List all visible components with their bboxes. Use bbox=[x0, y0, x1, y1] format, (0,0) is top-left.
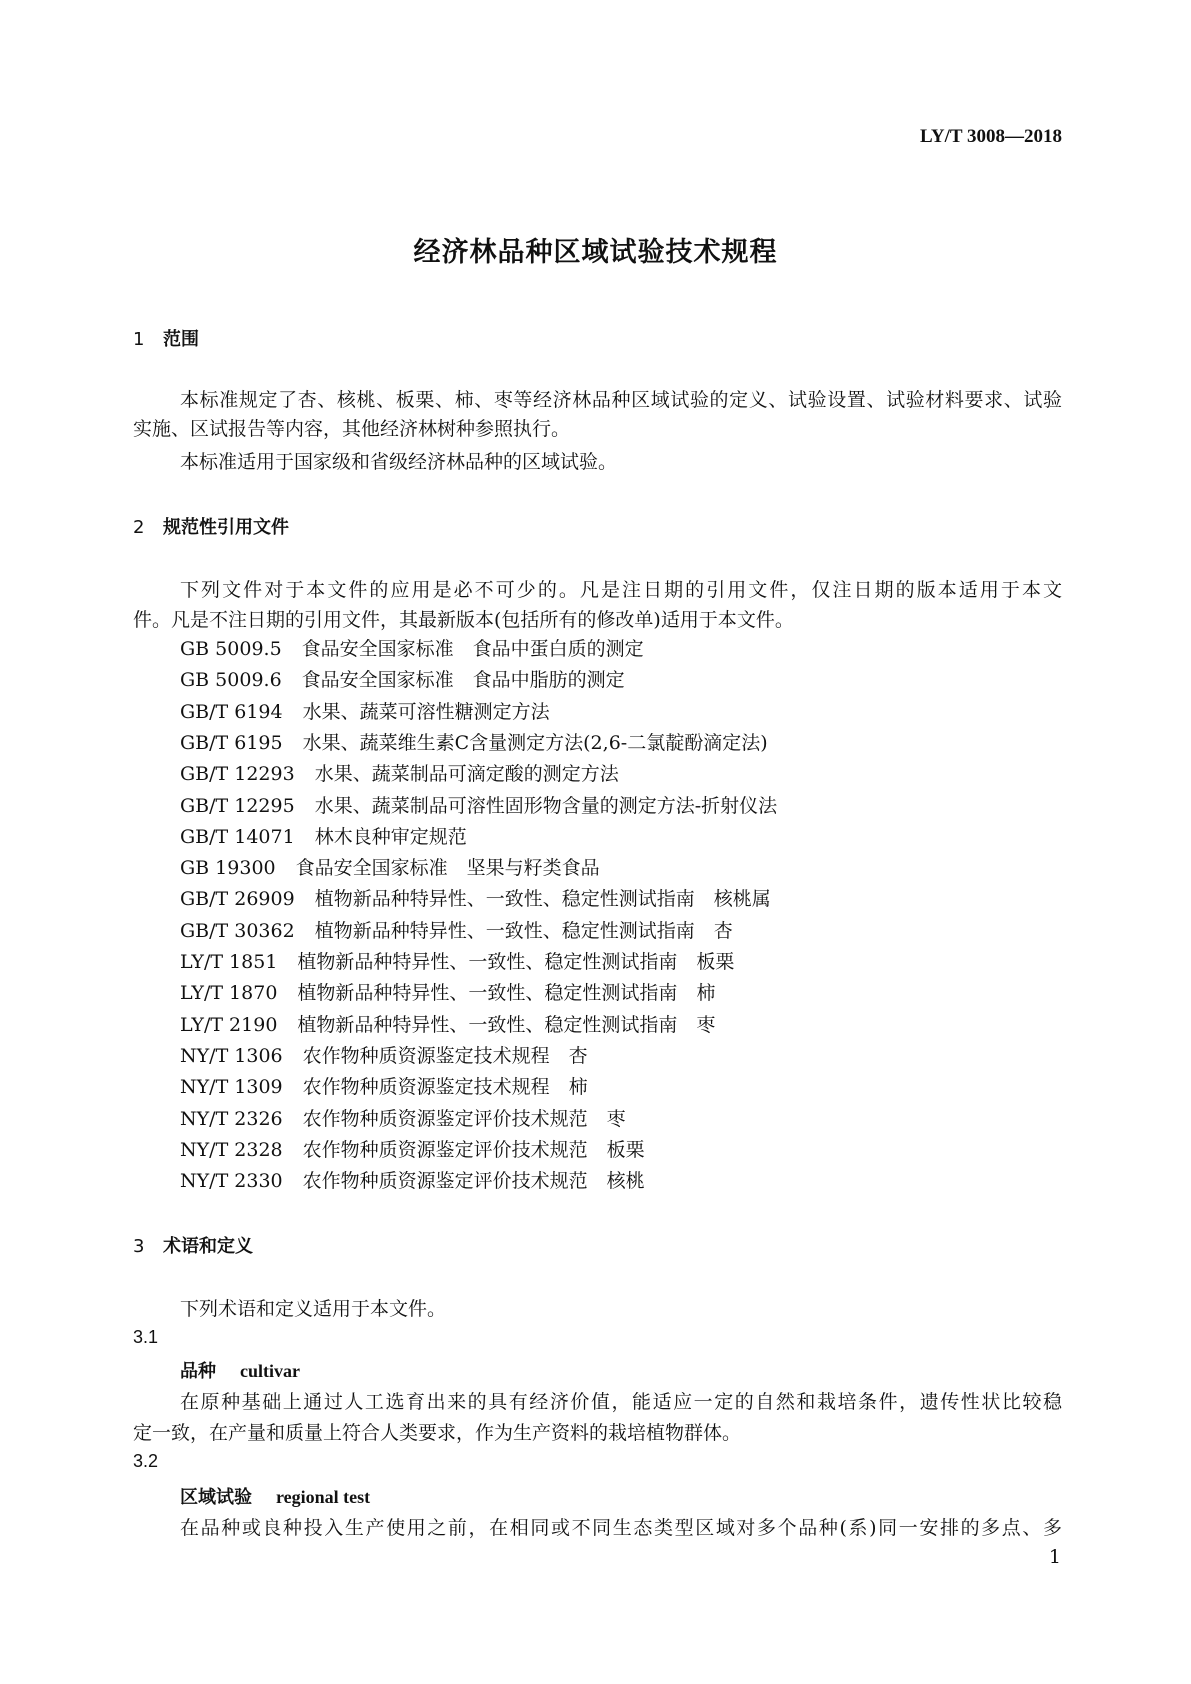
reference-code: LY/T 1870 bbox=[180, 982, 278, 1005]
reference-code: LY/T 1851 bbox=[180, 951, 278, 973]
reference-item bbox=[180, 1041, 588, 1068]
section-2-heading bbox=[133, 513, 289, 539]
paragraph-line: 下列文件对于本文件的应用是必不可少的。凡是注日期的引用文件，仅注日期的版本适用于本文 bbox=[180, 579, 1062, 601]
paragraph-line: 实施、区试报告等内容，其他经济林树种参照执行。 bbox=[133, 418, 571, 440]
reference-code: GB/T 12293 bbox=[180, 763, 295, 786]
reference-title: 水果、蔬菜制品可滴定酸的测定方法 bbox=[314, 763, 619, 786]
reference-title: 食品安全国家标准 食品中蛋白质的测定 bbox=[301, 638, 644, 660]
paragraph-line: 件。凡是不注日期的引用文件，其最新版本(包括所有的修改单)适用于本文件。 bbox=[133, 609, 794, 631]
reference-item bbox=[180, 884, 771, 911]
reference-code: NY/T 2326 bbox=[180, 1107, 283, 1130]
section-1-heading bbox=[133, 325, 199, 351]
reference-item bbox=[180, 665, 625, 692]
reference-title: 农作物种质资源鉴定技术规程 杏 bbox=[302, 1044, 588, 1067]
section-3-heading bbox=[133, 1232, 253, 1258]
section-title: 范围 bbox=[163, 329, 199, 350]
term-en: regional test bbox=[276, 1487, 371, 1507]
reference-code: GB 19300 bbox=[180, 857, 276, 880]
term-zh: 区域试验 bbox=[180, 1487, 252, 1508]
reference-title: 水果、蔬菜制品可溶性固形物含量的测定方法-折射仪法 bbox=[314, 794, 778, 817]
paragraph: 下列术语和定义适用于本文件。 bbox=[180, 1298, 447, 1320]
definition-line: 在品种或良种投入生产使用之前，在相同或不同生态类型区域对多个品种(系)同一安排的多点、多 bbox=[180, 1517, 1062, 1539]
reference-title: 林木良种审定规范 bbox=[314, 825, 467, 848]
reference-item bbox=[180, 947, 734, 974]
reference-code: GB 5009.6 bbox=[180, 669, 282, 692]
section-title: 规范性引用文件 bbox=[163, 517, 289, 538]
section-title: 术语和定义 bbox=[163, 1236, 253, 1257]
reference-code: GB/T 14071 bbox=[180, 825, 295, 848]
page-number: 1 bbox=[1048, 1546, 1061, 1568]
reference-item bbox=[180, 822, 467, 849]
reference-item bbox=[180, 853, 600, 880]
reference-item bbox=[180, 1104, 626, 1131]
definition-line: 定一致，在产量和质量上符合人类要求，作为生产资料的栽培植物群体。 bbox=[133, 1422, 742, 1444]
term-number: 3.1 bbox=[133, 1327, 159, 1347]
reference-title: 食品安全国家标准 坚果与籽类食品 bbox=[295, 857, 600, 880]
reference-code: GB/T 6194 bbox=[180, 700, 283, 723]
section-number: 3 bbox=[133, 1236, 145, 1257]
reference-code: NY/T 1309 bbox=[180, 1076, 283, 1099]
definition-line: 在原种基础上通过人工选育出来的具有经济价值，能适应一定的自然和栽培条件，遗传性状比较稳 bbox=[180, 1391, 1062, 1413]
reference-item bbox=[180, 1135, 645, 1162]
reference-code: GB/T 26909 bbox=[180, 888, 295, 911]
reference-item bbox=[180, 634, 644, 661]
reference-title: 水果、蔬菜可溶性糖测定方法 bbox=[302, 700, 550, 723]
reference-title: 农作物种质资源鉴定评价技术规范 枣 bbox=[302, 1107, 626, 1130]
reference-title: 农作物种质资源鉴定评价技术规范 板栗 bbox=[302, 1138, 645, 1161]
reference-title: 农作物种质资源鉴定评价技术规范 核桃 bbox=[302, 1170, 645, 1193]
reference-title: 植物新品种特异性、一致性、稳定性测试指南 板栗 bbox=[297, 951, 735, 973]
reference-item bbox=[180, 978, 715, 1005]
reference-title: 植物新品种特异性、一致性、稳定性测试指南 核桃属 bbox=[314, 888, 771, 911]
reference-title: 食品安全国家标准 食品中脂肪的测定 bbox=[301, 669, 625, 692]
paragraph: 本标准适用于国家级和省级经济林品种的区域试验。 bbox=[180, 451, 618, 473]
reference-item bbox=[180, 1166, 645, 1193]
reference-title: 水果、蔬菜维生素C含量测定方法(2,6-二氯靛酚滴定法) bbox=[302, 731, 768, 754]
reference-item bbox=[180, 791, 777, 818]
term-en: cultivar bbox=[240, 1361, 300, 1381]
reference-code: LY/T 2190 bbox=[180, 1013, 278, 1036]
term-number: 3.2 bbox=[133, 1451, 159, 1471]
reference-code: GB 5009.5 bbox=[180, 638, 282, 660]
reference-item bbox=[180, 728, 768, 755]
section-number: 2 bbox=[133, 517, 145, 538]
reference-code: GB/T 30362 bbox=[180, 919, 295, 942]
reference-code: GB/T 12295 bbox=[180, 794, 295, 817]
reference-code: NY/T 1306 bbox=[180, 1044, 283, 1067]
reference-title: 植物新品种特异性、一致性、稳定性测试指南 杏 bbox=[314, 919, 733, 942]
paragraph-line: 本标准规定了杏、核桃、板栗、柿、枣等经济林品种区域试验的定义、试验设置、试验材料要求、试验 bbox=[180, 389, 1062, 411]
reference-title: 农作物种质资源鉴定技术规程 柿 bbox=[302, 1076, 588, 1099]
reference-code: GB/T 6195 bbox=[180, 731, 283, 754]
reference-item bbox=[180, 916, 733, 943]
reference-code: NY/T 2328 bbox=[180, 1138, 283, 1161]
reference-item bbox=[180, 1010, 715, 1037]
term-zh: 品种 bbox=[180, 1361, 216, 1382]
section-number: 1 bbox=[133, 329, 145, 350]
term-heading bbox=[180, 1483, 370, 1509]
reference-item bbox=[180, 697, 550, 724]
reference-code: NY/T 2330 bbox=[180, 1170, 283, 1193]
reference-item bbox=[180, 759, 619, 786]
reference-title: 植物新品种特异性、一致性、稳定性测试指南 枣 bbox=[297, 1013, 716, 1036]
standard-number: LY/T 3008—2018 bbox=[919, 126, 1062, 147]
term-heading bbox=[180, 1357, 300, 1383]
reference-item bbox=[180, 1072, 588, 1099]
reference-title: 植物新品种特异性、一致性、稳定性测试指南 柿 bbox=[297, 982, 716, 1005]
document-title: 经济林品种区域试验技术规程 bbox=[413, 237, 778, 268]
